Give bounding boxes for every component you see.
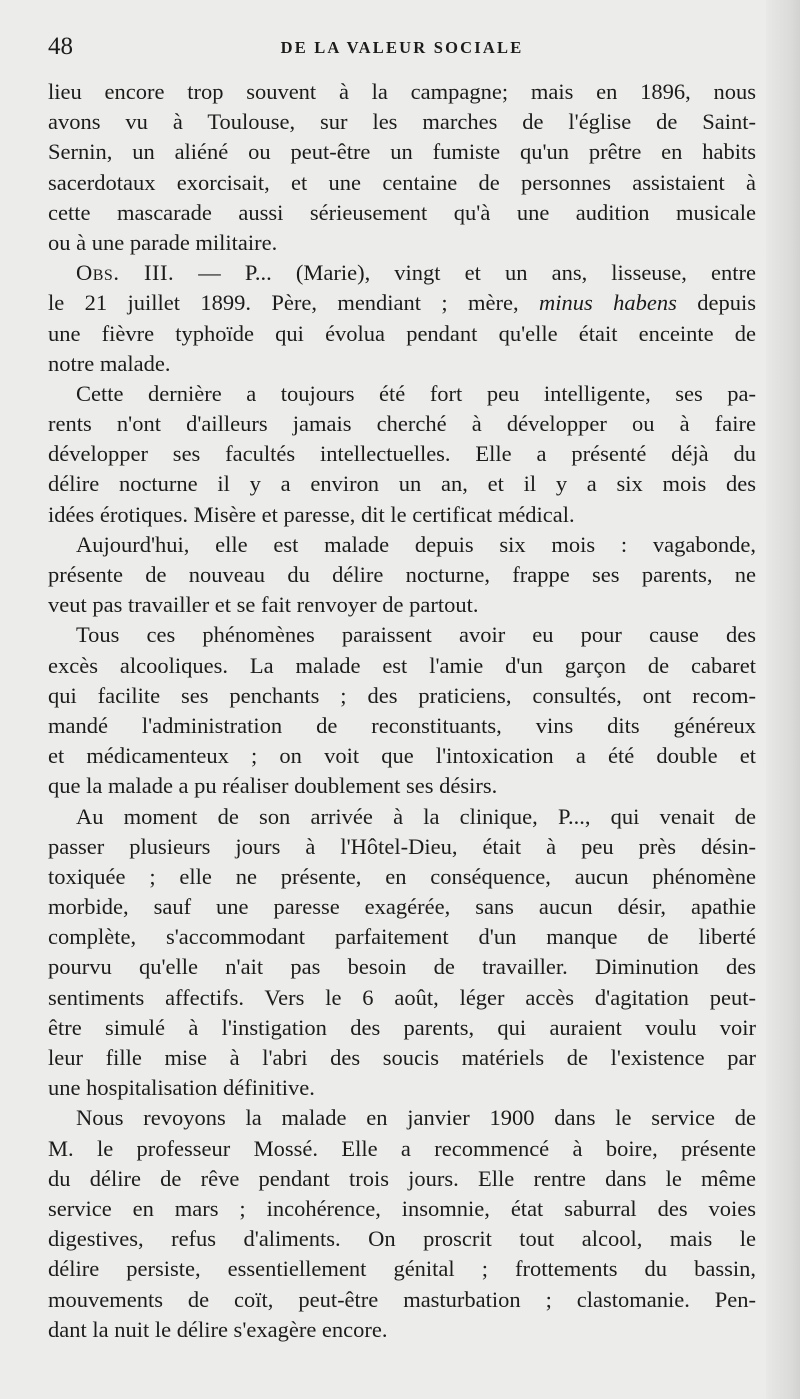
text-line: leur fille mise à l'abri des soucis matériels de l'existence par — [48, 1045, 756, 1070]
text-span: depuis — [676, 290, 756, 316]
text-line: veut pas travailler et se fait renvoyer de partout. — [48, 592, 479, 618]
running-title: DE LA VALEUR SOCIALE — [280, 38, 524, 57]
text-line: dant la nuit le délire s'exagère encore. — [48, 1316, 388, 1342]
text-line: Cette dernière a toujours été fort peu intelligente, ses pa- — [76, 380, 756, 406]
body-text — [48, 77, 756, 1345]
paragraph — [48, 530, 756, 621]
text-line: être simulé à l'instigation des parents, qui auraient voulu voir — [48, 1014, 756, 1040]
text-line: idées érotiques. Misère et paresse, dit le certificat médical. — [48, 501, 575, 527]
text-line: sentiments affectifs. Vers le 6 août, léger accès d'agitation peut- — [48, 984, 756, 1010]
text-line: mouvements de coït, peut-être masturbation ; clastomanie. Pen- — [48, 1286, 756, 1312]
text-line: passer plusieurs jours à l'Hôtel-Dieu, était à peu près désin- — [48, 833, 756, 859]
text-line: qui facilite ses penchants ; des praticiens, consultés, ont recom- — [48, 682, 756, 708]
paragraph — [48, 620, 756, 801]
text-line: complète, s'accommodant parfaitement d'un manque de liberté — [48, 924, 756, 950]
text-line: délire nocturne il y a environ un an, et il y a six mois des — [48, 471, 756, 497]
text-line: Aujourd'hui, elle est malade depuis six mois : vagabonde, — [76, 531, 756, 557]
page-header — [48, 32, 756, 62]
text-line: service en mars ; incohérence, insomnie, état saburral des voies — [48, 1195, 756, 1221]
text-span: — P... (Marie), vingt et un ans, lisseuse, entre — [174, 260, 756, 286]
text-line: du délire de rêve pendant trois jours. Elle rentre dans le même — [48, 1165, 756, 1191]
paragraph — [48, 379, 756, 530]
observation-paragraph — [48, 258, 756, 379]
text-line: mandé l'administration de reconstituants, vins dits généreux — [48, 712, 756, 738]
text-line: Sernin, un aliéné ou peut-être un fumiste qu'un prêtre en habits — [48, 139, 756, 165]
paragraph — [48, 77, 756, 258]
text-line: et médicamenteux ; on voit que l'intoxication a été double et — [48, 743, 756, 769]
text-line: cette mascarade aussi sérieusement qu'à une audition musicale — [48, 199, 756, 225]
text-line: lieu encore trop souvent à la campagne; mais en 1896, nous — [48, 79, 756, 104]
text-line: rents n'ont d'ailleurs jamais cherché à développer ou à faire — [48, 411, 756, 437]
text-line: développer ses facultés intellectuelles. Elle a présenté déjà du — [48, 441, 756, 467]
page-number: 48 — [48, 33, 73, 60]
text-line: Tous ces phénomènes paraissent avoir eu pour cause des — [76, 622, 756, 648]
text-line: délire persiste, essentiellement génital ; frottements du bassin, — [48, 1256, 756, 1282]
text-line: que la malade a pu réaliser doublement ses désirs. — [48, 773, 498, 799]
text-line — [48, 288, 756, 318]
text-line: une fièvre typhoïde qui évolua pendant qu'elle était enceinte de — [48, 320, 756, 346]
text-line: toxiquée ; elle ne présente, en conséquence, aucun phénomène — [48, 863, 756, 889]
text-span: le 21 juillet 1899. Père, mendiant ; mère, — [48, 290, 519, 316]
page-edge-shadow — [766, 0, 800, 1399]
text-line: notre malade. — [48, 350, 171, 376]
text-line: excès alcooliques. La malade est l'amie d'un garçon de cabaret — [48, 652, 756, 678]
text-line: Nous revoyons la malade en janvier 1900 dans le service de — [76, 1105, 756, 1131]
text-line: sacerdotaux exorcisait, et une centaine de personnes assistaient à — [48, 169, 756, 195]
text-line: présente de nouveau du délire nocturne, frappe ses parents, ne — [48, 562, 756, 587]
text-line — [48, 258, 756, 288]
italic-phrase: minus habens — [539, 290, 677, 316]
observation-label: Obs. III. — [76, 260, 175, 286]
text-line: pourvu qu'elle n'ait pas besoin de travailler. Diminution des — [48, 954, 756, 980]
text-line: Au moment de son arrivée à la clinique, P..., qui venait de — [76, 803, 756, 829]
text-line: ou à une parade militaire. — [48, 229, 278, 255]
paragraph — [48, 1103, 756, 1345]
text-line: avons vu à Toulouse, sur les marches de l'église de Saint- — [48, 109, 756, 135]
text-line: M. le professeur Mossé. Elle a recommencé à boire, présente — [48, 1135, 756, 1161]
paragraph — [48, 802, 756, 1104]
text-line: digestives, refus d'aliments. On proscrit tout alcool, mais le — [48, 1226, 756, 1252]
text-line: morbide, sauf une paresse exagérée, sans aucun désir, apathie — [48, 894, 756, 920]
text-line: une hospitalisation définitive. — [48, 1075, 315, 1101]
